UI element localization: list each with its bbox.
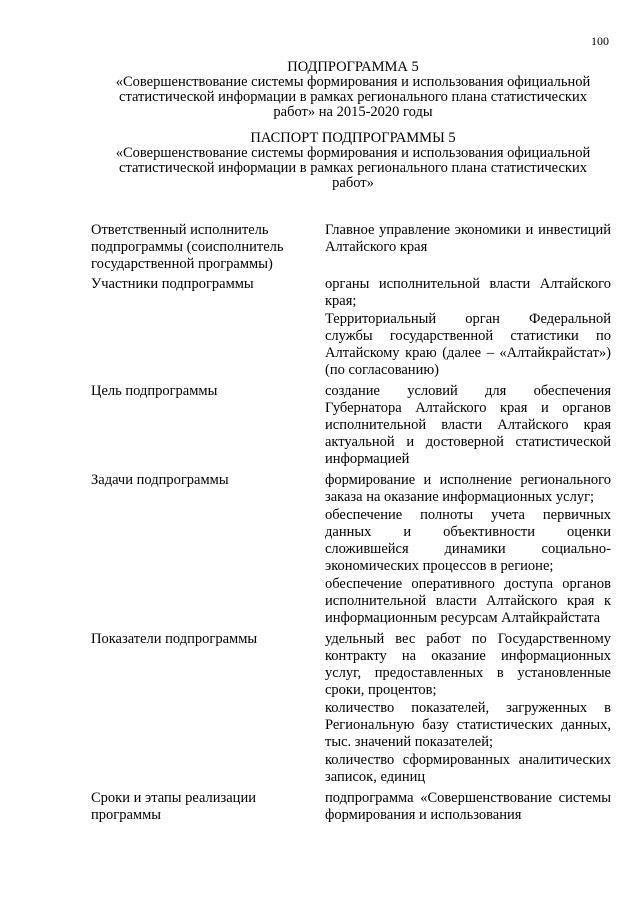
row-value bbox=[325, 222, 611, 276]
row-label: Участники подпрограммы bbox=[91, 276, 254, 292]
subprogram-title: ПОДПРОГРАММА 5 bbox=[287, 59, 419, 75]
row-paragraph: количество показателей, загруженных в Региональную базу статистических данных, тыс. значений показателей; bbox=[325, 700, 611, 750]
passport-row-timeline bbox=[91, 790, 611, 825]
row-value bbox=[325, 790, 611, 825]
row-paragraph: создание условий для обеспечения Губернатора Алтайского края и органов исполнительной власти Алтайского края актуальной и достоверной статистической информацией bbox=[325, 383, 611, 467]
subprogram-name-line: работ» на 2015-2020 годы bbox=[273, 104, 433, 120]
row-value bbox=[325, 631, 611, 790]
passport-name-line: работ» bbox=[332, 175, 374, 191]
row-paragraph: удельный вес работ по Государственному контракту на оказание информационных услуг, предоставленных в установленные сроки, процентов; bbox=[325, 631, 611, 698]
row-paragraph: обеспечение полноты учета первичных данных и объективности оценки сложившейся динамики социально-экономических процессов в регионе; bbox=[325, 507, 611, 574]
passport-row-participants bbox=[91, 276, 611, 383]
row-paragraph: органы исполнительной власти Алтайского края; bbox=[325, 276, 611, 309]
page-number: 100 bbox=[591, 34, 609, 48]
row-label: Сроки и этапы реализации программы bbox=[91, 790, 256, 823]
row-value bbox=[325, 383, 611, 472]
row-paragraph: Главное управление экономики и инвестиций Алтайского края bbox=[325, 222, 611, 255]
row-paragraph: подпрограмма «Совершенствование системы формирования и использования bbox=[325, 790, 611, 823]
passport-row-indicators bbox=[91, 631, 611, 790]
row-paragraph: количество сформированных аналитических записок, единиц bbox=[325, 752, 611, 785]
passport-table bbox=[91, 222, 611, 825]
passport-row-goal bbox=[91, 383, 611, 472]
row-paragraph: Территориальный орган Федеральной службы государственной статистики по Алтайскому краю (далее – «Алтайкрайстат») (по согласованию) bbox=[325, 311, 611, 378]
row-value bbox=[325, 472, 611, 631]
passport-name-line: «Совершенствование системы формирования и использования официальной bbox=[115, 145, 591, 161]
subprogram-name-line: «Совершенствование системы формирования и использования официальной bbox=[115, 74, 591, 90]
row-value bbox=[325, 276, 611, 383]
row-label: Цель подпрограммы bbox=[91, 383, 218, 399]
row-paragraph: формирование и исполнение регионального заказа на оказание информационных услуг; bbox=[325, 472, 611, 505]
passport-row-tasks bbox=[91, 472, 611, 631]
passport-name-line: статистической информации в рамках регионального плана статистических bbox=[119, 160, 587, 176]
subprogram-name-line: статистической информации в рамках регионального плана статистических bbox=[119, 89, 587, 105]
row-paragraph: обеспечение оперативного доступа органов исполнительной власти Алтайского края к информационным ресурсам Алтайкрайстата bbox=[325, 576, 611, 626]
passport-heading bbox=[95, 131, 611, 191]
row-label: Ответственный исполнитель подпрограммы (соисполнитель государственной программы) bbox=[91, 222, 284, 272]
passport-title: ПАСПОРТ ПОДПРОГРАММЫ 5 bbox=[250, 130, 456, 146]
passport-row-responsible bbox=[91, 222, 611, 276]
row-label: Задачи подпрограммы bbox=[91, 472, 229, 488]
subprogram-heading bbox=[95, 60, 611, 120]
row-label: Показатели подпрограммы bbox=[91, 631, 258, 647]
